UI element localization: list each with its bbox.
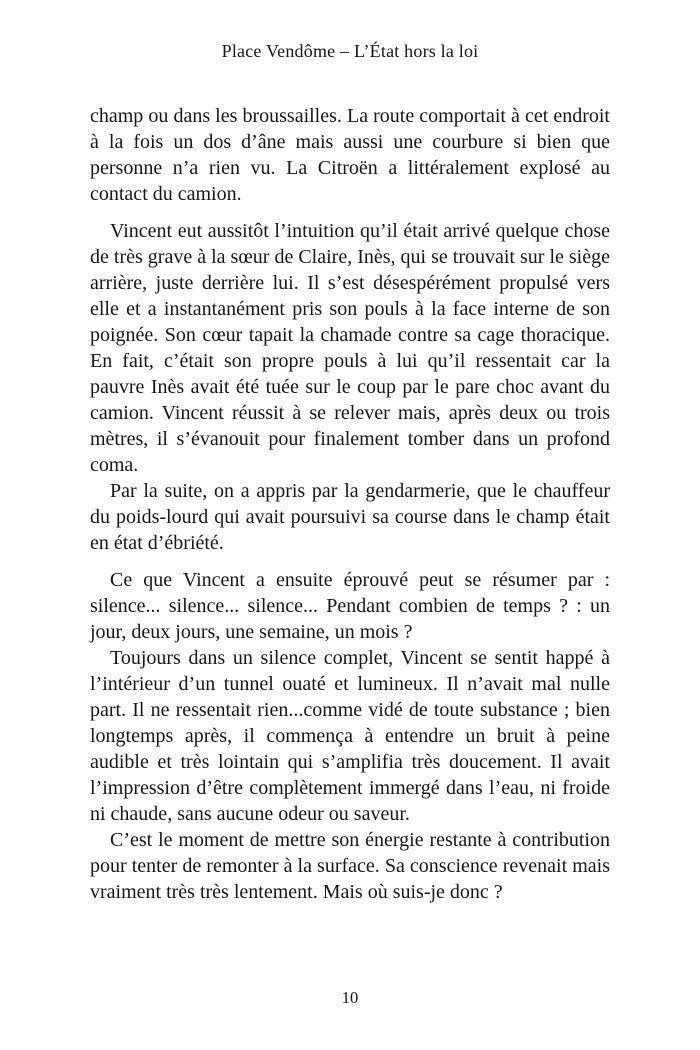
paragraph: champ ou dans les broussailles. La route comportait à cet endroit à la fois un dos d’âne mais aussi une courbure si bien que personne n’a rien vu. La Citroën a littéralement explosé au contact du camion. bbox=[90, 105, 610, 205]
paragraph: Toujours dans un silence complet, Vincent se sentit happé à l’intérieur d’un tunnel ouaté et lumineux. Il n’avait mal nulle part. Il ne ressentait rien...comme vidé de toute substance ; bien longtemps après, il commença à entendre un bruit à peine audible et très lointain qui s’amplifia très doucement. Il avait l’impression d’être complètement immergé dans l’eau, ni froide ni chaude, sans aucune odeur ou saveur. bbox=[90, 647, 610, 825]
paragraph: Par la suite, on a appris par la gendarmerie, que le chauffeur du poids-lourd qui avait poursuivi sa course dans le champ était en état d’ébriété. bbox=[90, 480, 610, 554]
running-header: Place Vendôme – L’État hors la loi bbox=[221, 41, 479, 61]
page-number: 10 bbox=[341, 988, 359, 1007]
page-body bbox=[90, 103, 610, 905]
paragraph: Vincent eut aussitôt l’intuition qu’il était arrivé quelque chose de très grave à la sœur de Claire, Inès, qui se trouvait sur le siège arrière, juste derrière lui. Il s’est désespérément propulsé vers elle et a instantanément pris son pouls à la face interne de son poignée. Son cœur tapait la chamade contre sa cage thoracique. En fait, c’était son propre pouls à lui qu’il ressentait car la pauvre Inès avait été tuée sur le coup par le pare choc avant du camion. Vincent réussit à se relever mais, après deux ou trois mètres, il s’évanouit pour finalement tomber dans un profond coma. bbox=[90, 220, 610, 476]
paragraph: C’est le moment de mettre son énergie restante à contribution pour tenter de remonter à la surface. Sa conscience revenait mais vraiment très très lentement. Mais où suis-je donc ? bbox=[90, 829, 610, 903]
paragraph: Ce que Vincent a ensuite éprouvé peut se résumer par : silence... silence... silence... Pendant combien de temps ? : un jour, deux jours, une semaine, un mois ? bbox=[90, 569, 610, 643]
